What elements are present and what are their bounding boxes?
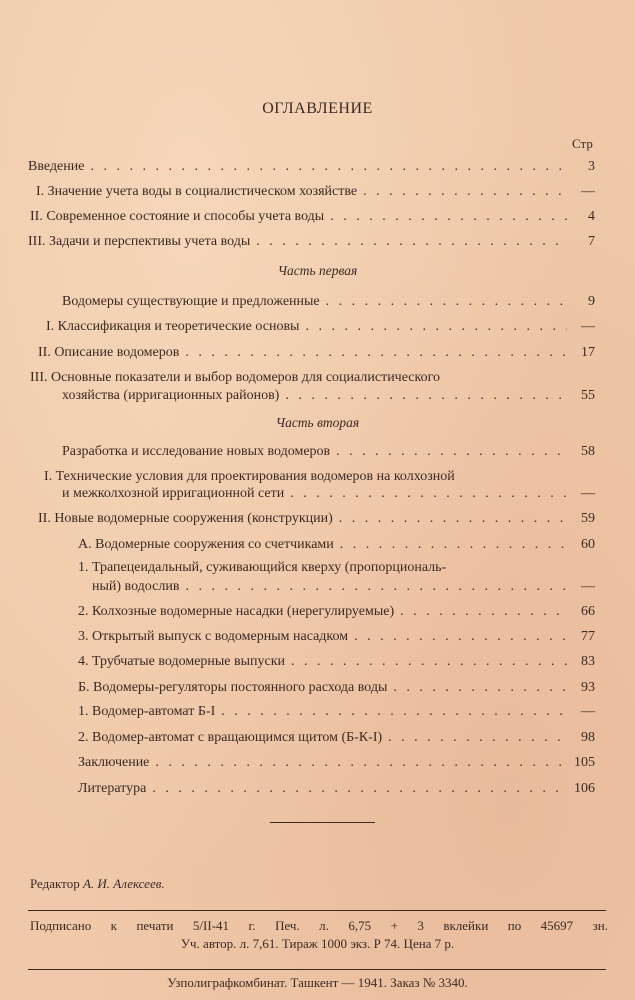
part-two-heading: Часть вторая — [275, 415, 360, 430]
toc-entry[interactable]: II. Новые водомерные сооружения (конструкции) . . . 59 — [38, 510, 595, 527]
page-title: ОГЛАВЛЕНИЕ — [262, 100, 373, 117]
toc-entry[interactable]: Водомеры существующие и предложенные . . . 9 — [62, 293, 595, 310]
printer-line: Узполиграфкомбинат. Ташкент — 1941. Заказ № 3340. — [167, 975, 468, 990]
dot-leader — [363, 183, 567, 200]
divider — [270, 822, 375, 823]
editor-line: Редактор А. И. Алексеев. — [30, 876, 165, 891]
dot-leader — [221, 703, 567, 720]
imprint-line-1: Подписано к печати 5/II-41 г. Печ. л. 6,75 + 3 вклейки по 45697 зн. — [30, 918, 608, 933]
toc-entry[interactable]: Б. Водомеры-регуляторы постоянного расхода воды . . . 93 — [78, 679, 595, 696]
toc-entry[interactable]: 3. Открытый выпуск с водомерным насадком . . . 77 — [78, 628, 595, 645]
dot-leader — [291, 653, 567, 670]
dot-leader — [339, 510, 567, 527]
dot-leader — [152, 780, 567, 797]
dot-leader — [155, 754, 567, 771]
dot-leader — [336, 443, 567, 460]
divider — [28, 910, 606, 911]
toc-entry[interactable]: II. Современное состояние и способы учета воды . . . 4 — [30, 208, 595, 225]
toc-entry[interactable]: Заключение . . . 105 — [78, 754, 595, 771]
part-one-heading: Часть первая — [277, 263, 358, 278]
toc-entry[interactable]: 2. Водомер-автомат с вращающимся щитом (Б-К-I) . . . 98 — [78, 729, 595, 746]
dot-leader — [185, 344, 567, 361]
dot-leader — [330, 208, 567, 225]
toc-entry[interactable]: ный) водослив . . . — — [92, 578, 595, 595]
toc-entry[interactable]: Литература . . . 106 — [78, 780, 595, 797]
toc-entry-line1: III. Основные показатели и выбор водомеров для социалистического — [30, 370, 440, 385]
toc-entry[interactable]: III. Задачи и перспективы учета воды . . . 7 — [28, 233, 595, 250]
toc-entry[interactable]: хозяйства (ирригационных районов) . . . 55 — [62, 387, 595, 404]
dot-leader — [290, 485, 567, 502]
dot-leader — [340, 536, 567, 553]
toc-entry[interactable]: Введение . . . 3 — [28, 158, 595, 175]
toc-entry[interactable]: и межколхозной ирригационной сети . . . — — [62, 485, 595, 502]
imprint-line-2: Уч. автор. л. 7,61. Тираж 1000 экз. Р 74. Цена 7 р. — [180, 936, 455, 951]
toc-entry[interactable]: 4. Трубчатые водомерные выпуски . . . 83 — [78, 653, 595, 670]
dot-leader — [256, 233, 567, 250]
divider — [28, 969, 606, 970]
toc-entry[interactable]: I. Классификация и теоретические основы . . . — — [46, 318, 595, 335]
toc-entry[interactable]: I. Значение учета воды в социалистическом хозяйстве . . . — — [36, 183, 595, 200]
toc-entry[interactable]: 2. Колхозные водомерные насадки (нерегулируемые) . . . 66 — [78, 603, 595, 620]
dot-leader — [185, 578, 567, 595]
dot-leader — [393, 679, 567, 696]
toc-entry[interactable]: II. Описание водомеров . . . 17 — [38, 344, 595, 361]
dot-leader — [400, 603, 567, 620]
toc-entry[interactable]: 1. Водомер-автомат Б-I . . . — — [78, 703, 595, 720]
page-column-label: Стр — [572, 136, 593, 151]
dot-leader — [354, 628, 567, 645]
dot-leader — [90, 158, 567, 175]
toc-entry[interactable]: А. Водомерные сооружения со счетчиками . . . 60 — [78, 536, 595, 553]
dot-leader — [326, 293, 567, 310]
toc-entry[interactable]: Разработка и исследование новых водомеров . . . 58 — [62, 443, 595, 460]
toc-entry-line1: 1. Трапецеидальный, суживающийся кверху (пропорциональ- — [78, 560, 447, 575]
dot-leader — [388, 729, 567, 746]
toc-entry-line1: I. Технические условия для проектирования водомеров на колхозной — [44, 469, 455, 484]
dot-leader — [285, 387, 567, 404]
dot-leader — [305, 318, 567, 335]
